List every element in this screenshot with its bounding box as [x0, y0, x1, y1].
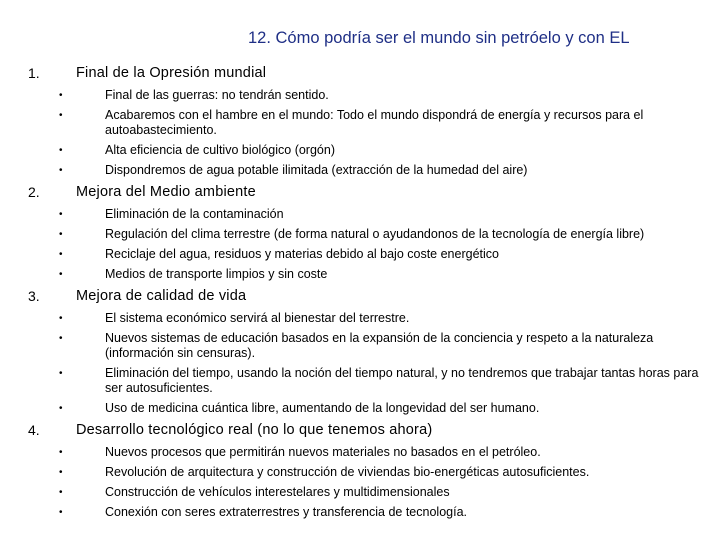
- list-item-text: Nuevos sistemas de educación basados en la expansión de la conciencia y respeto a la naturaleza (información sin censuras).: [105, 330, 654, 360]
- bullet-icon: •: [59, 447, 63, 458]
- list-item-text: Reciclaje del agua, residuos y materias debido al bajo coste energético: [105, 246, 499, 261]
- section-header: [0, 61, 720, 85]
- list-item: [0, 160, 720, 180]
- list-item-text: Revolución de arquitectura y construcción de viviendas bio-energéticas autosuficientes.: [105, 464, 590, 479]
- list-item: [0, 502, 720, 522]
- bullet-icon: •: [59, 403, 63, 414]
- list-item-text: Regulación del clima terrestre (de forma natural o ayudandonos de la tecnología de energía libre): [105, 226, 645, 241]
- list-item-text: Uso de medicina cuántica libre, aumentando de la longevidad del ser humano.: [105, 400, 540, 415]
- slide-title: 12. Cómo podría ser el mundo sin petróelo y con EL: [248, 29, 630, 47]
- list-item: [0, 264, 720, 284]
- section-title: Final de la Opresión mundial: [76, 65, 267, 81]
- section-number: 2.: [28, 184, 40, 200]
- list-item: [0, 224, 720, 244]
- list-item-text: Nuevos procesos que permitirán nuevos materiales no basados en el petróleo.: [105, 444, 541, 459]
- section-list: [0, 61, 720, 522]
- section-header: [0, 418, 720, 442]
- bullet-icon: •: [59, 165, 63, 176]
- bullet-icon: •: [59, 368, 63, 379]
- section-header: [0, 180, 720, 204]
- bullet-list: [0, 442, 720, 522]
- bullet-icon: •: [59, 507, 63, 518]
- list-item: [0, 308, 720, 328]
- section-2: [0, 180, 720, 284]
- bullet-icon: •: [59, 229, 63, 240]
- section-title: Mejora del Medio ambiente: [76, 184, 256, 200]
- list-item: [0, 328, 720, 363]
- list-item: [0, 140, 720, 160]
- list-item: [0, 244, 720, 264]
- bullet-icon: •: [59, 467, 63, 478]
- list-item: [0, 105, 720, 140]
- list-item-text: Final de las guerras: no tendrán sentido.: [105, 87, 329, 102]
- list-item: [0, 442, 720, 462]
- bullet-icon: •: [59, 90, 63, 101]
- list-item-text: Acabaremos con el hambre en el mundo: Todo el mundo dispondrá de energía y recursos para el autoabastecimiento.: [105, 107, 644, 137]
- list-item: [0, 482, 720, 502]
- section-title: Mejora de calidad de vida: [76, 288, 247, 304]
- list-item: [0, 363, 720, 398]
- bullet-icon: •: [59, 487, 63, 498]
- bullet-icon: •: [59, 269, 63, 280]
- bullet-list: [0, 204, 720, 284]
- section-number: 1.: [28, 65, 40, 81]
- bullet-list: [0, 308, 720, 418]
- bullet-icon: •: [59, 249, 63, 260]
- section-header: [0, 284, 720, 308]
- list-item-text: Dispondremos de agua potable ilimitada (extracción de la humedad del aire): [105, 162, 528, 177]
- list-item: [0, 204, 720, 224]
- list-item-text: Medios de transporte limpios y sin coste: [105, 266, 328, 281]
- list-item-text: Eliminación del tiempo, usando la noción del tiempo natural, y no tendremos que trabajar tantas horas para ser autosuficientes.: [105, 365, 699, 395]
- section-number: 3.: [28, 288, 40, 304]
- bullet-icon: •: [59, 110, 63, 121]
- bullet-icon: •: [59, 333, 63, 344]
- list-item-text: Conexión con seres extraterrestres y transferencia de tecnología.: [105, 504, 467, 519]
- section-number: 4.: [28, 422, 40, 438]
- bullet-list: [0, 85, 720, 180]
- list-item-text: El sistema económico servirá al bienestar del terrestre.: [105, 310, 410, 325]
- bullet-icon: •: [59, 209, 63, 220]
- list-item-text: Eliminación de la contaminación: [105, 206, 284, 221]
- section-title: Desarrollo tecnológico real (no lo que tenemos ahora): [76, 422, 433, 438]
- list-item: [0, 462, 720, 482]
- bullet-icon: •: [59, 313, 63, 324]
- section-4: [0, 418, 720, 522]
- list-item: [0, 398, 720, 418]
- bullet-icon: •: [59, 145, 63, 156]
- section-3: [0, 284, 720, 418]
- list-item: [0, 85, 720, 105]
- section-1: [0, 61, 720, 180]
- list-item-text: Construcción de vehículos interestelares y multidimensionales: [105, 484, 450, 499]
- list-item-text: Alta eficiencia de cultivo biológico (orgón): [105, 142, 335, 157]
